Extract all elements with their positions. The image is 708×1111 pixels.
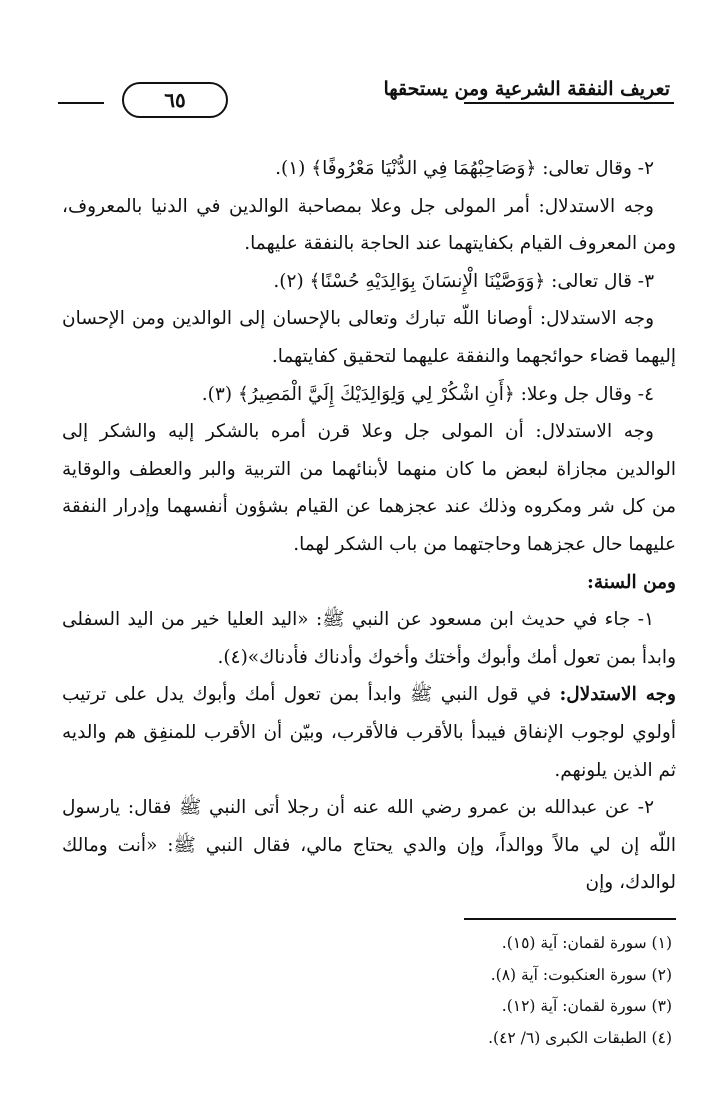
- evidence-paragraph-3: وجه الاستدلال: أن المولى جل وعلا قرن أمره بالشكر إليه والشكر إلى الوالدين مجازاة لبعض ما كان منهما لأبنائهما من التربية والبر والعطف والوقاية من كل شر ومكروه وذلك عند عجزهما عن القيام بشؤون أنفسهما وإدرار النفقة عليهما حال عجزهما وحاجتهما من باب الشكر لهما.: [62, 421, 676, 555]
- footnotes: [72, 928, 672, 1054]
- footnote-4: (٤) الطبقات الكبرى (٦/ ٤٢).: [488, 1028, 672, 1047]
- running-title: تعريف النفقة الشرعية ومن يستحقها: [383, 78, 670, 100]
- verse-2: ٢- وقال تعالى: ﴿وَصَاحِبْهُمَا فِي الدُّنْيَا مَعْرُوفًا﴾ (١).: [275, 158, 654, 179]
- evidence-paragraph-4: [62, 676, 676, 789]
- evidence-paragraph-2: وجه الاستدلال: أوصانا اللّه تبارك وتعالى بالإحسان إلى الوالدين ومن الإحسان إليهما قضاء حوائجهما والنفقة عليهما لتحقيق كفايتهما.: [62, 308, 676, 367]
- page-header: [58, 76, 674, 126]
- footnote-divider: [464, 918, 676, 920]
- footnote-2: (٢) سورة العنكبوت: آية (٨).: [490, 965, 672, 984]
- evidence-label: وجه الاستدلال:: [559, 684, 676, 706]
- verse-4: ٤- وقال جل وعلا: ﴿أَنِ اشْكُرْ لِي وَلِوَالِدَيْكَ إِلَيَّ الْمَصِيرُ﴾ (٣).: [201, 383, 654, 405]
- footnote-1: (١) سورة لقمان: آية (١٥).: [501, 934, 672, 952]
- header-rule-left: [58, 102, 104, 104]
- page-number: ٦٥: [122, 82, 228, 118]
- header-rule-right: [464, 102, 674, 104]
- page-body: [62, 150, 676, 902]
- footnote-3: (٣) سورة لقمان: آية (١٢).: [501, 997, 672, 1016]
- hadith-1: ١- جاء في حديث ابن مسعود عن النبي ﷺ: «اليد العليا خير من اليد السفلى وابدأ بمن تعول أمك وأبوك وأختك وأخوك وأدناك فأدناك»(٤).: [62, 609, 676, 668]
- evidence-paragraph-1: وجه الاستدلال: أمر المولى جل وعلا بمصاحبة الوالدين في الدنيا بالمعروف، ومن المعروف القيام بكفايتهما عند الحاجة بالنفقة عليهما.: [62, 195, 676, 255]
- verse-3: ٣- قال تعالى: ﴿وَوَصَّيْنَا الْإِنسَانَ بِوَالِدَيْهِ حُسْنًا﴾ (٢).: [273, 270, 654, 292]
- hadith-2: ٢- عن عبدالله بن عمرو رضي الله عنه أن رجلا أتى النبي ﷺ فقال: يارسول اللّه إن لي مالاً ووالداً، وإن والدي يحتاج مالي، فقال النبي ﷺ: «أنت ومالك لوالدك، وإن: [62, 797, 676, 894]
- section-heading-sunnah: ومن السنة:: [587, 571, 676, 593]
- evidence-text: في قول النبي ﷺ وابدأ بمن تعول أمك وأبوك يدل على ترتيب أولوي لوجوب الإنفاق فيبدأ بالأقرب فالأقرب، وبيّن أن الأقرب للمنفِق هم والديه ثم الذين يلونهم.: [62, 684, 676, 781]
